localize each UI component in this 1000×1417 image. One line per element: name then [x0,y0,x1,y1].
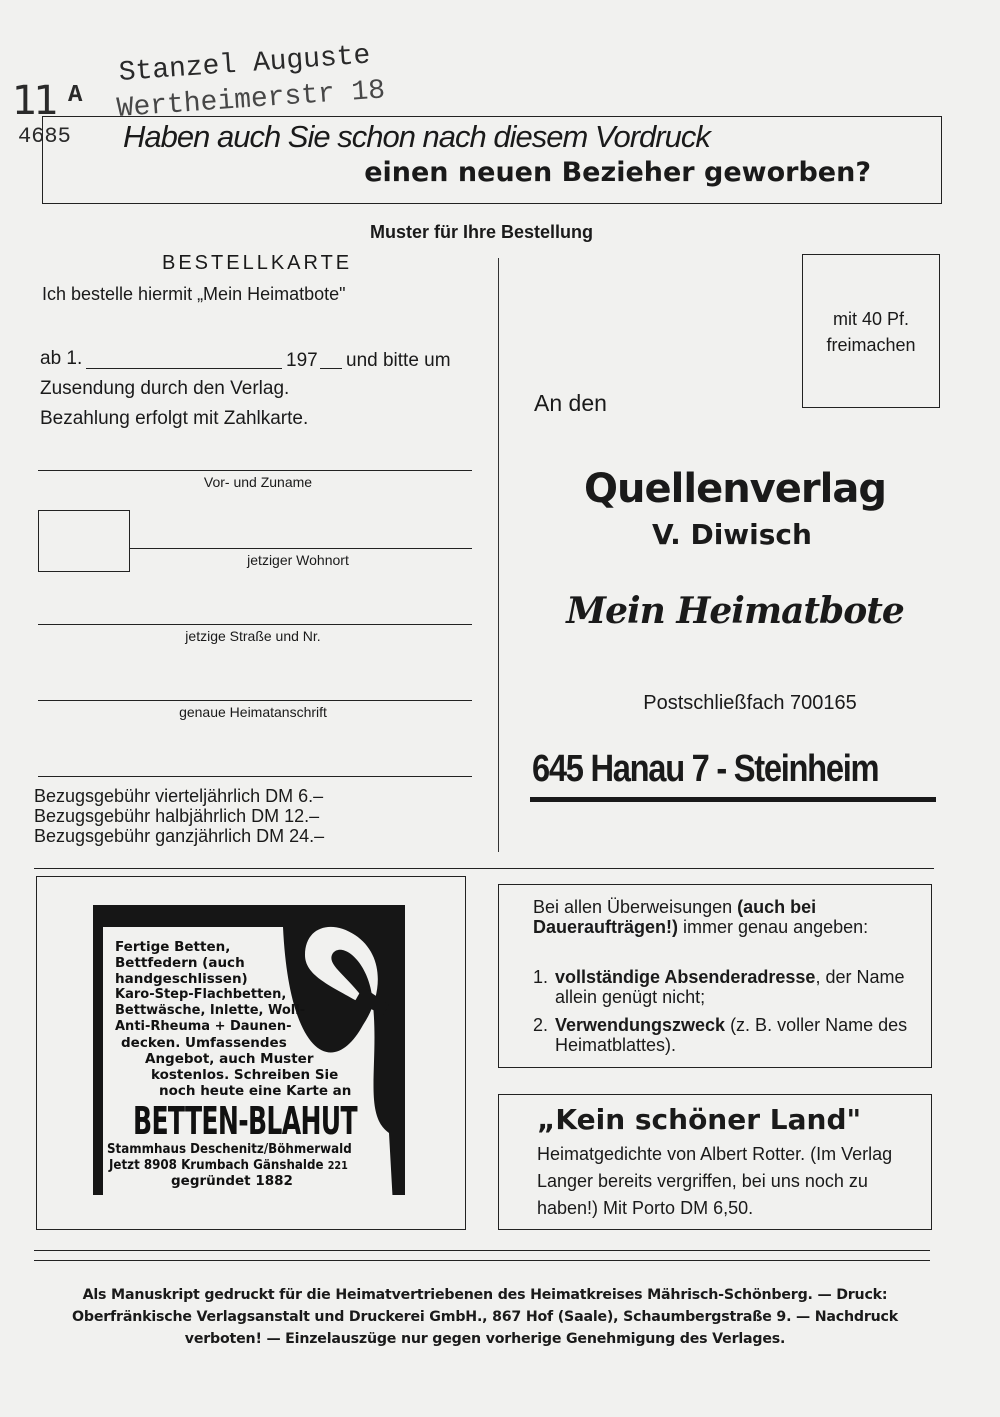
fee-yearly: Bezugsgebühr ganzjährlich DM 24.– [34,826,325,846]
ad-address-line1: Stammhaus Deschenitz/Böhmerwald [107,1141,352,1157]
ad-box [36,876,466,1230]
po-box: Postschließfach 700165 [643,692,857,714]
ad-text-line: Angebot, auch Muster [145,1051,314,1067]
stamp-street: Wertheimerstr 18 [115,75,387,125]
order-line: Ich bestelle hiermit „Mein Heimatbote" [42,284,346,304]
year-prefix: 197 [286,350,318,371]
postage-line2: freimachen [826,335,916,355]
order-sample-title: Muster für Ihre Bestellung [370,222,594,242]
book-description: Heimatgedichte von Albert Rotter. (Im Verlag Langer bereits vergriffen, bei uns noch zu haben!) Mit Porto DM 6,50. [537,1144,893,1218]
fee-halfyear: Bezugsgebühr halbjährlich DM 12.– [34,806,320,826]
delivery-text: Zusendung durch den Verlag. [40,378,290,399]
ad-founded: gegründet 1882 [171,1173,293,1189]
transfer-intro-bold: (auch bei Daueraufträgen!) [533,897,817,937]
street-label: jetzige Straße und Nr. [185,628,321,644]
name-label: Vor- und Zuname [203,474,313,490]
transfer-item-2 [555,1015,915,1055]
year-line [320,368,342,369]
footer-rule-top [34,1250,930,1251]
sender-stamp-box [38,510,130,572]
ad-text-line: Anti-Rheuma + Daunen- [115,1019,292,1034]
from-prefix: ab 1. [40,348,83,369]
stamp-code: 4685 [18,124,71,149]
footer-text: Als Manuskript gedruckt für die Heimatvertriebenen des Heimatkreises Mährisch-Schönberg. — Druck: Oberfränkische Verlagsanstalt und Druckerei GmbH., 867 Hof (Saale), Schaumbergstraße 9. — Nachdruck verboten! — Einzelauszüge nur gegen vorherige Genehmigung des Verlages. [72,1287,898,1347]
card-divider [498,258,499,852]
order-card-title: BESTELLKARTE [162,252,353,274]
transfer-note-box [498,884,932,1068]
ad-address-number: 221 [327,1159,348,1172]
transfer-item-1-rest: , der Name allein genügt nicht; [555,967,905,1007]
headline-line2: einen neuen Bezieher geworben? [364,157,871,188]
stamp-name: Stanzel Auguste [117,40,372,89]
request-suffix: und bitte um [346,350,451,371]
headline-line1: Haben auch Sie schon nach diesem Vordruck [123,119,710,154]
ad-text-line: noch heute eine Karte an [159,1083,352,1099]
home-address-label: genaue Heimatanschrift [179,704,327,720]
transfer-item-2-bold: Verwendungszweck [555,1015,726,1035]
date-line [86,368,282,369]
ad-dark-panel [93,905,405,1195]
headline-box [42,116,942,204]
to-label: An den [534,390,607,416]
ad-address-line2 [109,1157,348,1173]
ad-brand: BETTEN-BLAHUT [133,1099,357,1143]
transfer-intro [533,897,873,937]
ad-text-line: Fertige Betten, [115,939,231,955]
bottom-form-line [38,776,472,777]
transfer-item-1 [555,967,915,1007]
ad-text-line: decken. Umfassendes [121,1035,287,1051]
fee-quarterly: Bezugsgebühr vierteljährlich DM 6.– [34,786,324,806]
postage-line1: mit 40 Pf. [832,309,910,329]
city-underline [530,797,936,802]
transfer-intro-start: Bei allen Überweisungen [533,897,738,917]
ad-text-line: Bettwäsche, Inlette, Woll- [115,1003,306,1018]
payment-text: Bezahlung erfolgt mit Zahlkarte. [40,408,309,429]
book-box [498,1094,932,1230]
transfer-item-2-number: 2. [533,1015,549,1035]
publisher-owner: V. Diwisch [652,518,812,551]
transfer-item-1-bold: vollständige Absenderadresse [555,967,816,987]
section-separator [34,868,934,869]
ad-text-line: Karo-Step-Flachbetten, [115,987,287,1002]
postage-stamp-box [802,254,940,408]
city-line: 645 Hanau 7 - Steinheim [532,748,879,790]
ad-text-line: Bettfedern (auch [115,955,245,971]
street-line [38,624,472,625]
ad-text-block [115,939,352,1099]
ad-text-line: handgeschlissen) [115,971,248,987]
magazine-name: Mein Heimatbote [566,590,904,632]
name-line [38,470,472,471]
transfer-item-1-number: 1. [533,967,549,987]
ad-address-street: Jetzt 8908 Krumbach Gänshalde [109,1157,324,1173]
book-title: „Kein schöner Land" [537,1103,862,1136]
residence-line [130,548,472,549]
home-address-line [38,700,472,701]
publisher-name: Quellenverlag [584,466,886,512]
transfer-intro-end: immer genau angeben: [678,917,869,937]
stamp-letter: A [68,82,83,109]
stamp-number: 11 [12,78,55,124]
transfer-item-2-rest: (z. B. voller Name des Heimatblattes). [555,1015,908,1055]
ad-text-line: kostenlos. Schreiben Sie [151,1067,339,1083]
residence-label: jetziger Wohnort [247,552,349,568]
footer-rule-bottom [34,1260,930,1261]
